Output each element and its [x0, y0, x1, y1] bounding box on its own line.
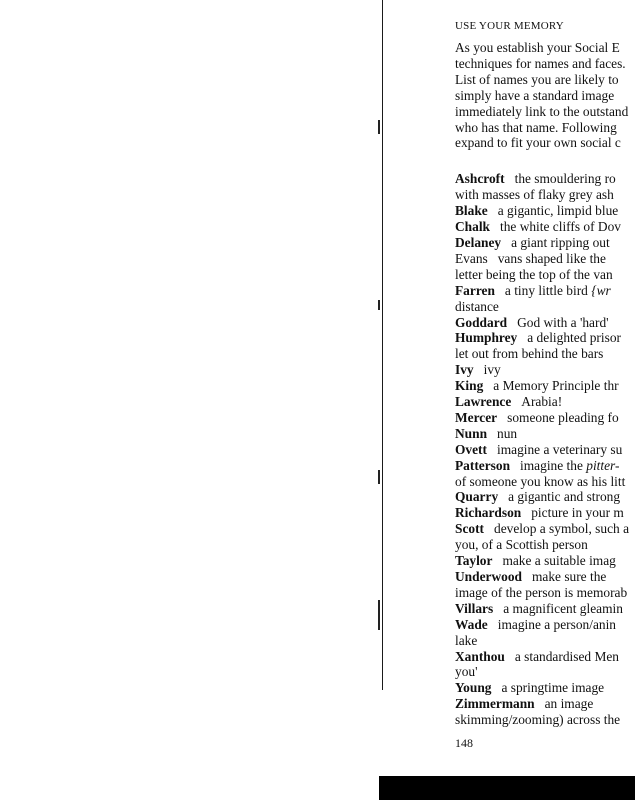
- entry-description: a springtime image: [501, 680, 605, 696]
- entry-description: imagine a veterinary su: [496, 441, 623, 457]
- entry-description: nun: [497, 425, 518, 441]
- spine-mark: [378, 300, 380, 310]
- entry-name: Lawrence: [455, 394, 512, 410]
- entry-name: Patterson: [455, 457, 511, 473]
- entry-continuation: letter being the top of the van: [455, 266, 613, 282]
- running-header: USE YOUR MEMORY: [455, 20, 564, 32]
- name-entry: [455, 410, 635, 426]
- entry-description: make a suitable imag: [502, 553, 616, 569]
- name-entry: [455, 251, 635, 283]
- entry-description: a giant ripping out: [511, 234, 610, 250]
- entry-continuation: image of the person is memorab: [455, 584, 628, 600]
- name-entry: [455, 315, 635, 331]
- entry-name: Xanthou: [455, 648, 505, 664]
- name-entry: [455, 569, 635, 601]
- entry-name: Chalk: [455, 219, 490, 235]
- name-entry: [455, 394, 635, 410]
- entry-description: the smouldering ro: [514, 171, 616, 187]
- entry-name: Quarry: [455, 489, 499, 505]
- name-entry: [455, 601, 635, 617]
- name-entry: [455, 283, 635, 315]
- page-column: [455, 40, 635, 728]
- entry-italic-text: {wr: [591, 282, 611, 298]
- entry-description: a delighted prisor: [527, 330, 621, 346]
- entry-description: a gigantic, limpid blue: [497, 203, 619, 219]
- entry-name: Richardson: [455, 505, 522, 521]
- entry-continuation: let out from behind the bars: [455, 346, 604, 362]
- scan-bottom-bar: [379, 776, 635, 800]
- name-entry: [455, 458, 635, 490]
- entry-name: Scott: [455, 521, 485, 537]
- intro-line: As you establish your Social E: [455, 40, 620, 55]
- entry-name: Ashcroft: [455, 171, 505, 187]
- intro-paragraph: [455, 40, 635, 151]
- entry-continuation: you': [455, 664, 478, 680]
- entry-name: Farren: [455, 282, 495, 298]
- entry-name: Delaney: [455, 234, 502, 250]
- name-entry: [455, 696, 635, 728]
- entry-italic-text: pitter-: [586, 457, 620, 473]
- spine-mark: [378, 600, 380, 630]
- entry-description: vans shaped like the: [497, 250, 606, 266]
- entry-name: Wade: [455, 616, 488, 632]
- name-entry: [455, 235, 635, 251]
- entry-name: Evans: [455, 250, 488, 266]
- spine-mark: [378, 120, 380, 134]
- intro-line: expand to fit your own social c: [455, 135, 621, 151]
- name-entry: [455, 617, 635, 649]
- entry-name: Young: [455, 680, 492, 696]
- name-entry: [455, 378, 635, 394]
- entry-continuation: distance: [455, 298, 499, 314]
- entry-description: imagine the: [520, 457, 583, 473]
- name-entry: [455, 505, 635, 521]
- name-entry: [455, 171, 635, 203]
- entry-continuation: you, of a Scottish person: [455, 537, 588, 553]
- entry-name: Zimmermann: [455, 696, 535, 712]
- page-number: 148: [455, 736, 473, 750]
- page-spine-line: [382, 0, 383, 690]
- name-entry: [455, 330, 635, 362]
- entry-name: Ovett: [455, 441, 487, 457]
- spine-mark: [378, 470, 380, 484]
- entry-description: picture in your m: [531, 505, 624, 521]
- entry-continuation: with masses of flaky grey ash: [455, 187, 614, 203]
- intro-line: techniques for names and faces.: [455, 55, 626, 71]
- intro-line: immediately link to the outstand: [455, 103, 629, 119]
- entry-continuation: skimming/zooming) across the: [455, 712, 621, 728]
- entry-description: a tiny little bird: [504, 282, 588, 298]
- entry-description: imagine a person/anin: [497, 616, 616, 632]
- entry-name: Goddard: [455, 314, 508, 330]
- entry-continuation: lake: [455, 632, 478, 648]
- intro-line: simply have a standard image: [455, 87, 615, 103]
- entry-description: the white cliffs of Dov: [499, 219, 621, 235]
- entry-continuation: of someone you know as his litt: [455, 473, 626, 489]
- entry-description: develop a symbol, such a: [494, 521, 630, 537]
- entry-description: ivy: [483, 362, 501, 378]
- entry-name: Taylor: [455, 553, 493, 569]
- entry-name: King: [455, 378, 484, 394]
- name-entry: [455, 426, 635, 442]
- name-entry: [455, 219, 635, 235]
- entry-description: make sure the: [531, 569, 607, 584]
- name-entry: [455, 649, 635, 681]
- intro-line: who has that name. Following: [455, 119, 617, 135]
- intro-line: List of names you are likely to: [455, 71, 619, 87]
- entry-name: Villars: [455, 600, 494, 616]
- name-entry: [455, 489, 635, 505]
- name-entry: [455, 680, 635, 696]
- entry-description: a gigantic and strong: [508, 489, 621, 505]
- entry-name: Mercer: [455, 409, 498, 425]
- entry-description: a Memory Principle thr: [493, 378, 619, 394]
- entry-description: a magnificent gleamin: [503, 600, 623, 616]
- name-entry: [455, 442, 635, 458]
- entry-name: Nunn: [455, 425, 488, 441]
- name-entry: [455, 203, 635, 219]
- entry-name: Blake: [455, 203, 488, 219]
- entry-description: God with a 'hard': [517, 314, 609, 330]
- entry-description: a standardised Men: [514, 648, 619, 664]
- entry-name: Underwood: [455, 569, 522, 584]
- entry-description: Arabia!: [521, 394, 563, 410]
- name-entry: [455, 521, 635, 553]
- name-entry: [455, 553, 635, 569]
- name-entry: [455, 362, 635, 378]
- entry-description: an image: [544, 696, 594, 712]
- entry-name: Humphrey: [455, 330, 518, 346]
- name-list: [455, 171, 635, 728]
- entry-description: someone pleading fo: [507, 409, 619, 425]
- entry-name: Ivy: [455, 362, 474, 378]
